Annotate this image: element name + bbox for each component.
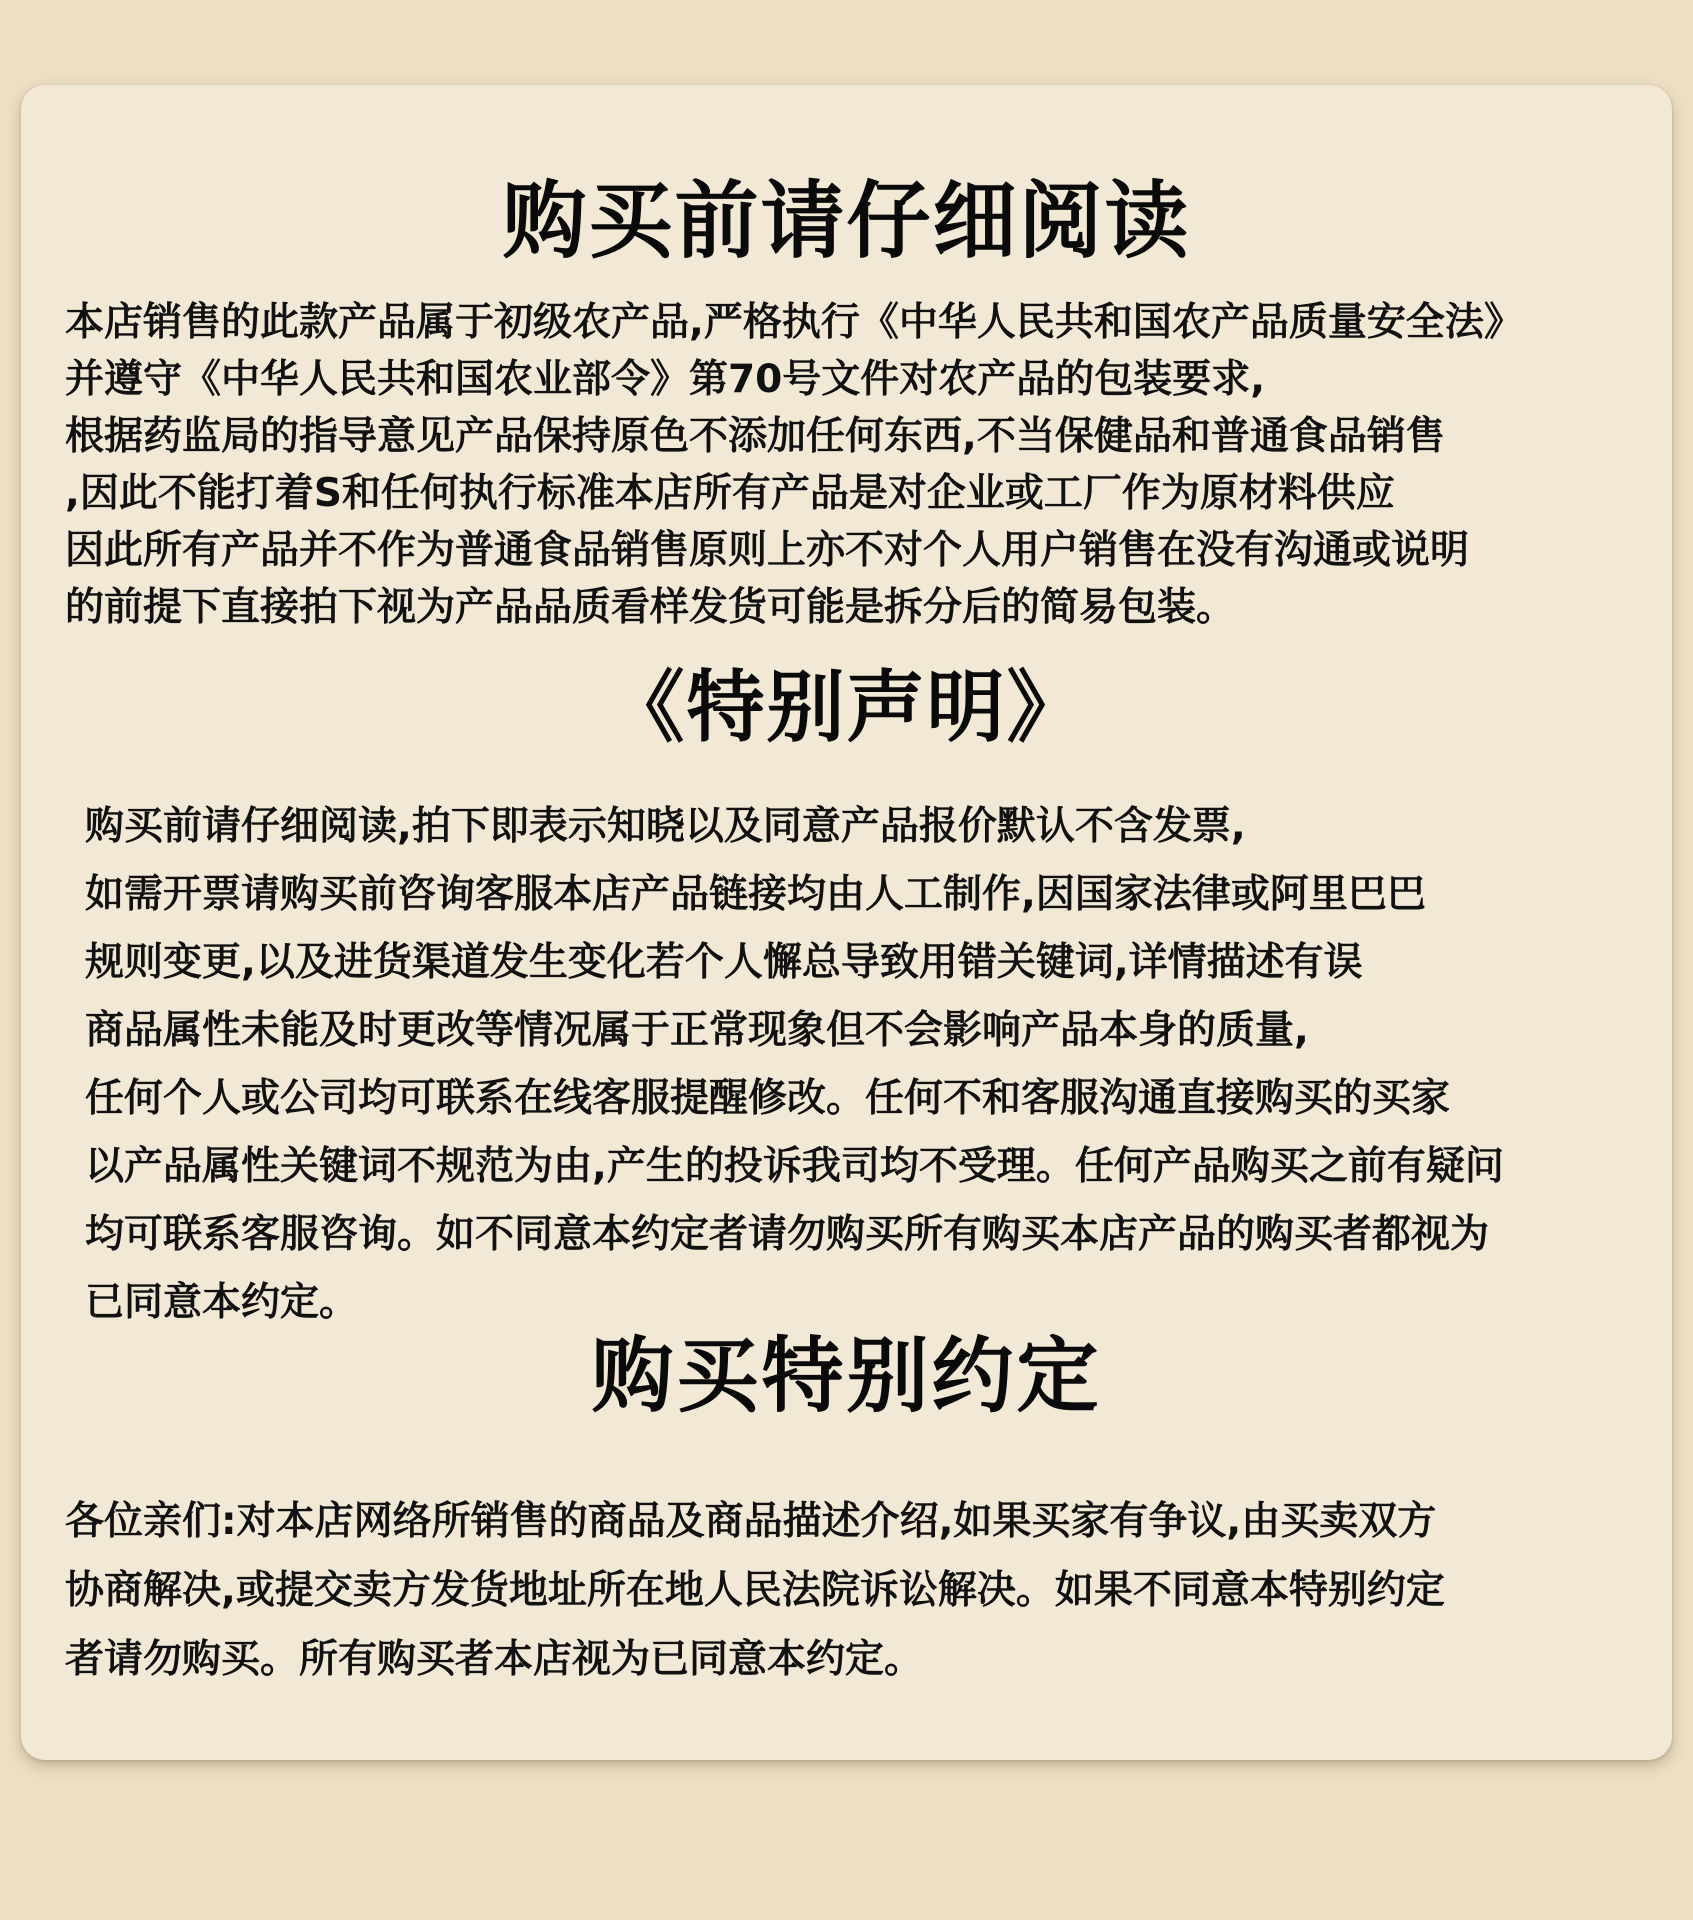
paragraph-line: 各位亲们:对本店网络所销售的商品及商品描述介绍,如果买家有争议,由买卖双方	[65, 1499, 1437, 1544]
section-title-read-before-purchase: 购买前请仔细阅读	[502, 171, 1191, 270]
notice-card	[21, 85, 1672, 1760]
paragraph-line: 商品属性未能及时更改等情况属于正常现象但不会影响产品本身的质量,	[85, 1008, 1309, 1053]
paragraph-line: 并遵守《中华人民共和国农业部令》第70号文件对农产品的包装要求,	[65, 357, 1266, 402]
paragraph-line: 以产品属性关键词不规范为由,产生的投诉我司均不受理。任何产品购买之前有疑问	[85, 1144, 1504, 1189]
paragraph-line: 任何个人或公司均可联系在线客服提醒修改。任何不和客服沟通直接购买的买家	[85, 1076, 1451, 1121]
paragraph-line: 本店销售的此款产品属于初级农产品,严格执行《中华人民共和国农产品质量安全法》	[65, 300, 1523, 345]
paragraph-line: 规则变更,以及进货渠道发生变化若个人懈总导致用错关键词,详情描述有误	[85, 940, 1363, 985]
paragraph-line: 均可联系客服咨询。如不同意本约定者请勿购买所有购买本店产品的购买者都视为	[85, 1212, 1490, 1257]
paragraph-line: ,因此不能打着S和任何执行标准本店所有产品是对企业或工厂作为原材料供应	[65, 471, 1395, 516]
paragraph-line: 如需开票请购买前咨询客服本店产品链接均由人工制作,因国家法律或阿里巴巴	[85, 872, 1426, 917]
paragraph-line: 因此所有产品并不作为普通食品销售原则上亦不对个人用户销售在没有沟通或说明	[65, 528, 1470, 573]
section-title-special-statement: 《特别声明》	[606, 662, 1087, 753]
paragraph-line: 者请勿购买。所有购买者本店视为已同意本约定。	[65, 1637, 924, 1682]
paragraph-line: 购买前请仔细阅读,拍下即表示知晓以及同意产品报价默认不含发票,	[85, 804, 1246, 849]
purchase-notice-paragraph	[65, 294, 1523, 636]
paragraph-line: 根据药监局的指导意见产品保持原色不添加任何东西,不当保健品和普通食品销售	[65, 414, 1445, 459]
special-statement-paragraph	[85, 793, 1504, 1337]
paragraph-line: 的前提下直接拍下视为产品品质看样发货可能是拆分后的简易包装。	[65, 585, 1236, 630]
paragraph-line: 已同意本约定。	[85, 1280, 359, 1325]
paragraph-line: 协商解决,或提交卖方发货地址所在地人民法院诉讼解决。如果不同意本特别约定	[65, 1568, 1445, 1613]
special-agreement-paragraph	[65, 1487, 1445, 1694]
section-title-special-agreement: 购买特别约定	[591, 1328, 1102, 1424]
